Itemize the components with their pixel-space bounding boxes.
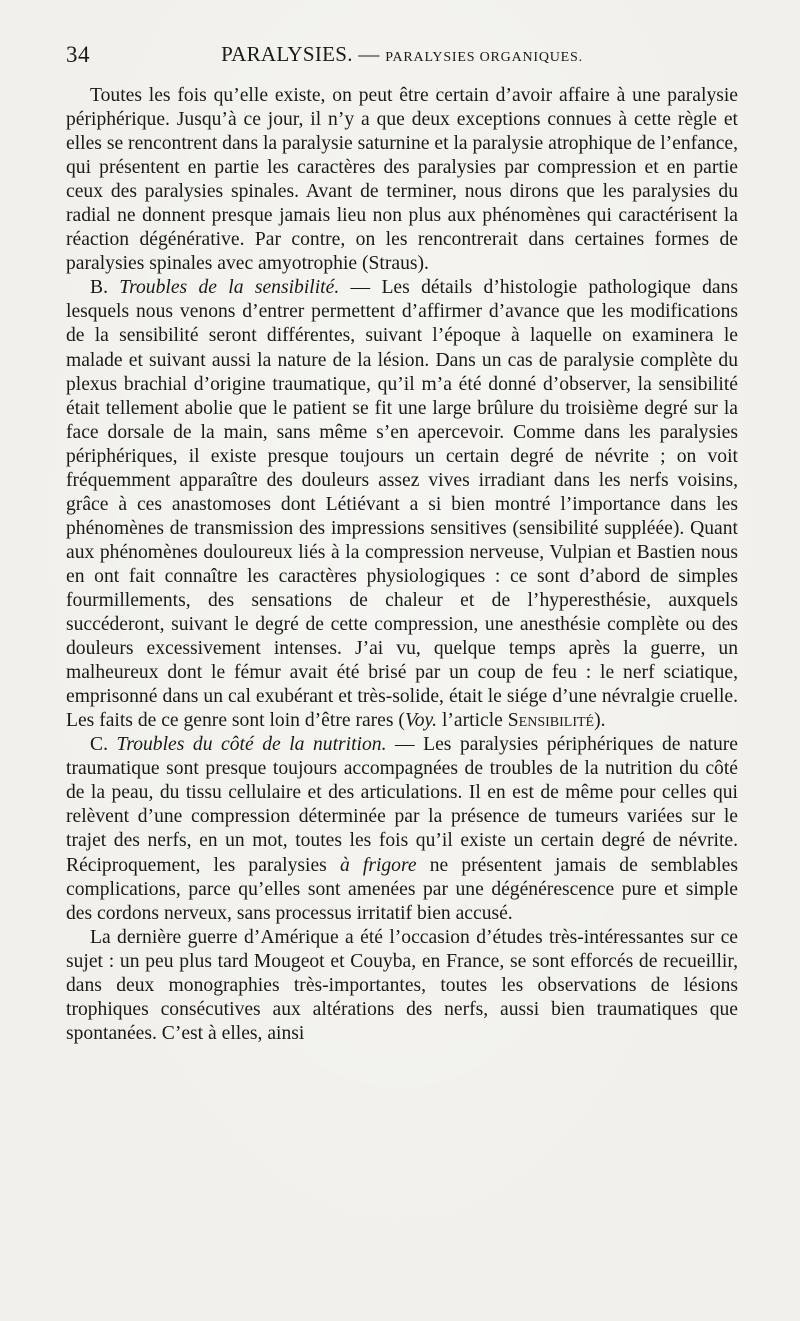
paragraph-1-text: Toutes les fois qu’elle existe, on peut être certain d’avoir affaire à une paralysie périphérique. Jusqu’à ce jour, il n’y a que deux exceptions connues à cette règle et elles se rencontrent dans la paralysie saturnine et la paralysie atrophique de l’enfance, qui présentent en partie les caractères des paralysies par compression et en partie ceux des paralysies spinales. Avant de terminer, nous dirons que les paralysies du radial ne donnent presque jamais lieu non plus aux phénomènes qui caractérisent la réaction dégénérative. Par contre, on les rencontrerait dans certaines formes de paralysies spinales avec amyotrophie (Straus).: [66, 85, 738, 275]
paragraph-2: [66, 276, 738, 733]
paragraph-2-text: — Les détails d’histologie pathologique dans lesquels nous venons d’entrer permettent d’affirmer d’avance que les modifications de la sensibilité seront différentes, suivant l’époque à laquelle on examinera le malade et suivant aussi la nature de la lésion. Dans un cas de paralysie complète du plexus brachial d’origine traumatique, qu’il m’a été donné d’observer, la sensibilité était tellement abolie que le patient se fit une large brûlure du troisième degré sur la face dorsale de la main, sans même s’en apercevoir. Comme dans les paralysies périphériques, il existe presque toujours un certain degré de névrite ; on voit fréquemment apparaître des douleurs assez vives irradiant dans les nerfs voisins, grâce à ces anastomoses dont Létiévant a si bien montré l’importance dans les phénomènes de transmission des impressions sensitives (sensibilité suppléée). Quant aux phénomènes douloureux liés à la compression nerveuse, Vulpian et Bastien nous en ont fait connaître les caractères physiologiques : ce sont d’abord de simples fourmillements, des sensations de chaleur et de l’hyperesthésie, auxquels succéderont, suivant le degré de cette compression, une anesthésie complète ou des douleurs excessivement intenses. J’ai vu, quelque temps après la guerre, un malheureux dont le fémur avait été brisé par un coup de feu : le nerf sciatique, emprisonné dans un cal exubérant et très-solide, était le siége d’une névralgie cruelle. Les faits de ce genre sont loin d’être rares (: [66, 277, 738, 732]
section-b-lead: B.: [90, 277, 120, 299]
running-head-title: PARALYSIES.: [221, 42, 353, 66]
paragraph-2-text-end: ).: [594, 710, 606, 732]
paragraph-3-text: — Les paralysies périphériques de nature traumatique sont presque toujours accompagnées de troubles de la nutrition du côté de la peau, du tissu cellulaire et des articulations. Il en est de même pour celles qui relèvent d’une compression déterminée par la présence de tumeurs variées sur le trajet des nerfs, en un mot, toutes les fois qu’il existe un certain degré de névrite. Réciproquement, les paralysies: [66, 734, 738, 876]
running-head-dash: —: [352, 42, 386, 66]
section-b-heading: Troubles de la sensibilité.: [119, 277, 340, 299]
paragraph-2-smallcaps-ref: Sensibilité: [507, 710, 595, 732]
page-header: [66, 42, 738, 78]
paragraph-2-text-mid: l’article: [437, 710, 508, 732]
running-head: [66, 42, 738, 67]
paragraph-3-text-end: ne présentent jamais de semblables complications, parce qu’elles sont amenées par une dégénérescence pure et simple des cordons nerveux, sans processus irritatif bien accusé.: [66, 854, 738, 924]
running-head-subtitle: PARALYSIES ORGANIQUES.: [385, 50, 583, 65]
section-c-lead: C.: [90, 734, 117, 756]
paragraph-3-italic-term: à frigore: [339, 854, 417, 876]
paragraph-3: [66, 733, 738, 925]
paragraph-4: [66, 926, 738, 1046]
section-c-heading: Troubles du côté de la nutrition.: [116, 734, 387, 756]
body-text: [66, 84, 738, 1046]
paragraph-4-text: La dernière guerre d’Amérique a été l’occasion d’études très-intéressantes sur ce sujet : un peu plus tard Mougeot et Couyba, en France, se sont efforcés de recueillir, dans deux monographies très-importantes, toutes les observations de lésions trophiques consécutives aux altérations des nerfs, aussi bien traumatiques que spontanées. C’est à elles, ainsi: [66, 926, 738, 1044]
page-number: 34: [66, 42, 90, 67]
paragraph-2-italic-ref: Voy.: [404, 710, 438, 732]
paragraph-1: [66, 84, 738, 276]
